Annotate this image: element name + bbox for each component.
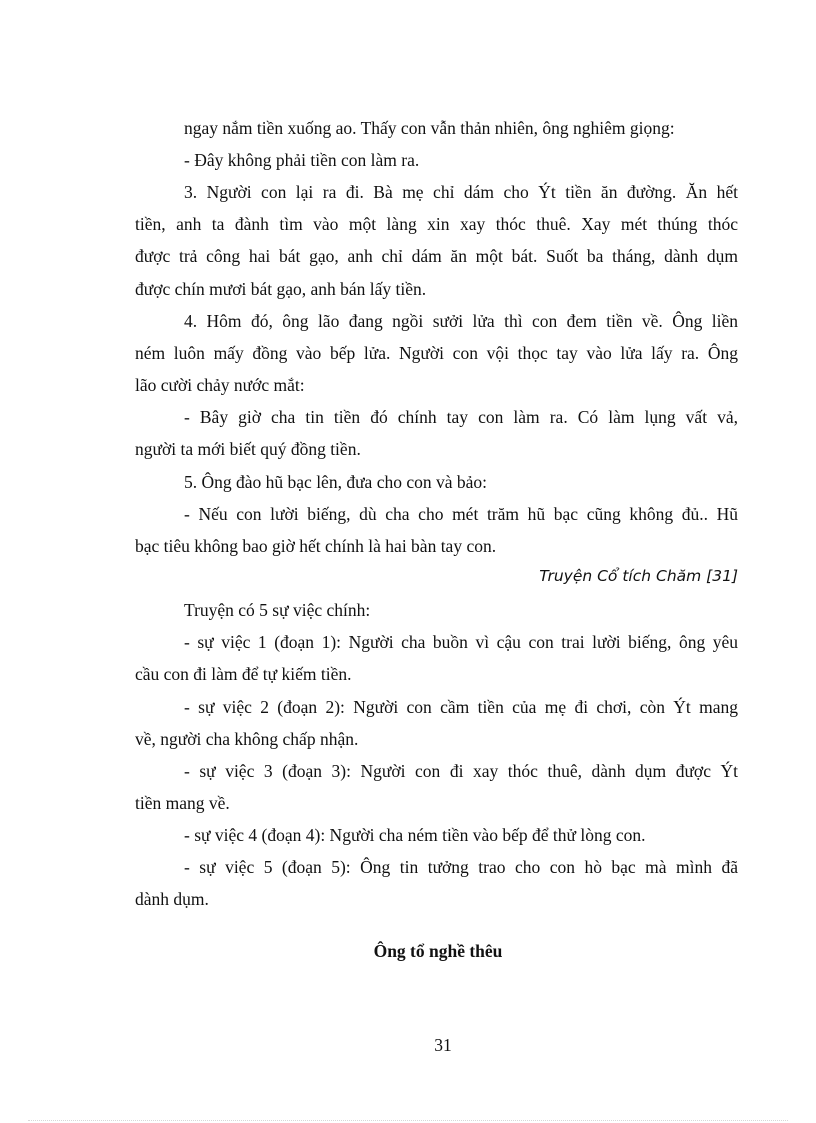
text-line: cầu con đi làm để tự kiếm tiền.	[135, 664, 352, 685]
story-paragraph	[135, 466, 738, 498]
analysis-paragraph	[135, 851, 738, 915]
footer-divider	[28, 1120, 788, 1121]
text-line: bạc tiêu không bao giờ hết chính là hai bàn tay con.	[135, 536, 497, 557]
text-line: 4. Hôm đó, ông lão đang ngồi sưởi lửa thì con đem tiền về. Ông liền	[184, 311, 738, 331]
text-line: - sự việc 5 (đoạn 5): Ông tin tưởng trao cho con hò bạc mà mình đã	[184, 857, 738, 877]
analysis-paragraph	[135, 594, 738, 626]
analysis-paragraph	[135, 819, 738, 851]
text-line: được chín mươi bát gạo, anh bán lấy tiền.	[135, 278, 427, 299]
text-line: - Đây không phải tiền con làm ra.	[184, 150, 420, 170]
text-line: Truyện có 5 sự việc chính:	[184, 600, 371, 620]
text-line: người ta mới biết quý đồng tiền.	[135, 439, 361, 460]
text-line: tiền mang về.	[135, 793, 230, 814]
story-paragraph	[135, 401, 738, 465]
text-line: được trả công hai bát gạo, anh chỉ dám ăn một bát. Suốt ba tháng, dành dụm	[135, 246, 738, 267]
page-number: 31	[434, 1035, 452, 1055]
story-paragraph	[135, 144, 738, 176]
story-paragraph	[135, 176, 738, 305]
story-paragraph	[135, 305, 738, 402]
text-line: về, người cha không chấp nhận.	[135, 729, 359, 750]
text-line: lão cười chảy nước mắt:	[135, 375, 305, 396]
text-line: dành dụm.	[135, 889, 209, 910]
story-paragraph	[135, 498, 738, 562]
section-heading: Ông tổ nghề thêu	[373, 941, 503, 961]
text-line: ném luôn mấy đồng vào bếp lửa. Người con vội thọc tay vào lửa lấy ra. Ông	[135, 343, 738, 364]
text-line: - Nếu con lười biếng, dù cha cho mét trăm hũ bạc cũng không đủ.. Hũ	[184, 504, 738, 524]
story-paragraph	[135, 112, 738, 144]
text-line: 5. Ông đào hũ bạc lên, đưa cho con và bảo:	[184, 472, 488, 492]
text-line: - sự việc 2 (đoạn 2): Người con cầm tiền của mẹ đi chơi, còn Ýt mang	[184, 697, 738, 717]
analysis-paragraph	[135, 626, 738, 690]
text-line: - sự việc 3 (đoạn 3): Người con đi xay thóc thuê, dành dụm được Ýt	[184, 761, 738, 781]
text-line: - sự việc 4 (đoạn 4): Người cha ném tiền vào bếp để thử lòng con.	[184, 825, 646, 845]
text-line: - sự việc 1 (đoạn 1): Người cha buồn vì cậu con trai lười biếng, ông yêu	[184, 632, 738, 652]
text-line: ngay nắm tiền xuống ao. Thấy con vẫn thản nhiên, ông nghiêm giọng:	[184, 118, 675, 138]
text-line: 3. Người con lại ra đi. Bà mẹ chỉ dám cho Ýt tiền ăn đường. Ăn hết	[184, 182, 738, 202]
text-line: - Bây giờ cha tin tiền đó chính tay con làm ra. Có làm lụng vất vả,	[184, 407, 738, 427]
analysis-paragraph	[135, 755, 738, 819]
analysis-paragraph	[135, 691, 738, 755]
text-line: tiền, anh ta đành tìm vào một làng xin xay thóc thuê. Xay mét thúng thóc	[135, 214, 738, 235]
source-citation: Truyện Cổ tích Chăm [31]	[539, 567, 738, 585]
